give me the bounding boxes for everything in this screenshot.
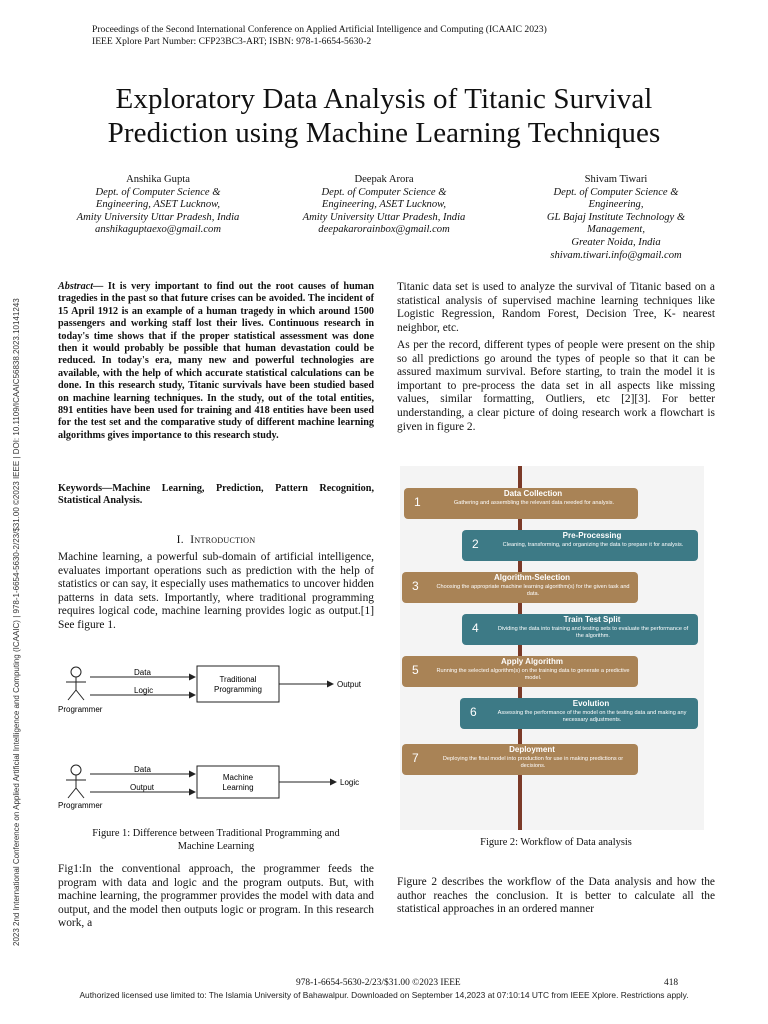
box-label: Machine <box>222 773 254 782</box>
step-number: 2 <box>472 537 479 551</box>
step-title: Deployment <box>509 745 555 754</box>
step-title: Apply Algorithm <box>501 657 563 666</box>
box-label: Learning <box>222 783 254 792</box>
section-title: Introduction <box>190 534 256 546</box>
workflow-step-3 <box>402 572 638 603</box>
right-paragraph-3: Figure 2 describes the workflow of the Data analysis and how the author reaches the conclusion. It is better to calculate all the statistical approaches in an ordered manner <box>397 876 715 916</box>
authorized-use-notice: Authorized licensed use limited to: The Islamia University of Bahawalpur. Downloaded on September 14,2023 at 07:10:14 UTC from IEEE Xplore. Restrictions apply. <box>79 990 689 1000</box>
author-2 <box>284 174 484 237</box>
fig1-top-input-data: Data <box>134 668 151 677</box>
figure-1 <box>54 662 374 822</box>
section-heading-introduction <box>58 534 374 548</box>
author-affiliation: Engineering, ASET Lucknow, <box>321 199 447 211</box>
workflow-step-6 <box>460 698 698 729</box>
author-name: Anshika Gupta <box>126 174 190 185</box>
fig1-top-input-logic: Logic <box>134 686 154 695</box>
author-affiliation: GL Bajaj Institute Technology & <box>546 211 686 223</box>
fig1-bottom-output: Logic <box>340 778 360 787</box>
author-1 <box>58 174 258 237</box>
step-description: Deploying the final model into production for use in making predictions or decisions. <box>442 756 624 769</box>
step-number: 7 <box>412 751 419 765</box>
box-label: Programming <box>213 685 263 694</box>
fig1-bottom-input-data: Data <box>134 765 151 774</box>
footer-copyright: 978-1-6654-5630-2/23/$31.00 ©2023 IEEE <box>296 978 461 988</box>
caption-line: Figure 1: Difference between Traditional Programming and <box>92 828 340 839</box>
author-affiliation: Dept. of Computer Science & <box>553 186 679 198</box>
intro-paragraph: Machine learning, a powerful sub-domain of artificial intelligence, evaluates important operations such as prediction with the help of statistics or can say, it especially uses mathematics to uncover hidden patterns in data sets. Importantly, where traditional programming requires logical code, machine learning provides logic as output.[1] See figure 1. <box>58 551 374 631</box>
step-number: 5 <box>412 663 419 677</box>
right-paragraph-2: As per the record, different types of people were present on the ship so all predictions go around the types of people so that it can be assured maximum survival. Before starting, to train the model it is important to pre-process the data set in all aspects like missing values, similar formatting, Outliers, etc [2][3]. For better understanding, a clear picture of doing research work a flowchart is given in figure 2. <box>397 339 715 433</box>
step-description: Choosing the appropriate machine learning algorithm(s) for the given task and data. <box>436 584 630 597</box>
box-label: Traditional <box>219 675 257 684</box>
author-3 <box>516 174 716 262</box>
proceedings-line: Proceedings of the Second International Conference on Applied Artificial Intelligence and Computing (ICAAIC 2023) <box>92 24 547 35</box>
title-line-1: Exploratory Data Analysis of Titanic Survival <box>115 83 653 115</box>
step-title: Pre-Processing <box>562 531 622 540</box>
title-line-2: Prediction using Machine Learning Techniques <box>107 117 661 149</box>
author-name: Deepak Arora <box>354 174 414 185</box>
figure-1-paragraph: Fig1:In the conventional approach, the programmer feeds the program with data and logic and the program outputs. But, with machine learning, the programmer provides the model with data and output, and the model then outputs logic or program. In this research work, a <box>58 863 374 930</box>
step-title: Algorithm-Selection <box>493 573 570 582</box>
author-email: anshikaguptaexo@gmail.com <box>95 224 221 236</box>
author-affiliation: Engineering, <box>588 199 644 211</box>
page-number: 418 <box>664 978 679 988</box>
author-affiliation: Greater Noida, India <box>571 236 661 248</box>
abstract-label: Abstract— <box>58 281 104 292</box>
step-description: Cleaning, transforming, and organizing the data to prepare it for analysis. <box>502 542 684 548</box>
ieee-part-number: IEEE Xplore Part Number: CFP23BC3-ART; ISBN: 978-1-6654-5630-2 <box>92 36 372 47</box>
section-number: I. <box>176 534 184 546</box>
figure-1-diagram <box>54 662 374 822</box>
fig1-top-output: Output <box>337 680 362 689</box>
author-affiliation: Engineering, ASET Lucknow, <box>95 199 221 211</box>
abstract-text: It is very important to find out the root causes of human tragedies in the past so that future crises can be avoided. The incident of 15 April 1912 is an example of a human tragedy in which around 1500 passengers and working staff lost their lives. Continuous research in today's time shows that if the proper statistical assessment was done then it would probably be possible that human devastation could be reduced. In today's era, many new and powerful technologies are available, with the help of which accurate statistical calculations can be done. In this research study, Titanic survivals have been studied based on machine learning techniques. In the study, out of the total entities, 891 entities have been used for training and 418 entities have been used for the test set and the comparative study of different machine learning algorithms gives importance to this research study. <box>58 281 374 441</box>
programmer-label: Programmer <box>58 801 103 810</box>
workflow-step-5 <box>402 656 638 687</box>
step-description: Assessing the performance of the model on the testing data and making any necessary adjustments. <box>497 710 687 723</box>
author-affiliation: Dept. of Computer Science & <box>321 186 447 198</box>
paper-title <box>40 82 728 150</box>
step-number: 6 <box>470 705 477 719</box>
step-description: Dividing the data into training and testing sets to evaluate the performance of the algorithm. <box>497 626 689 639</box>
author-affiliation: Dept. of Computer Science & <box>95 186 221 198</box>
author-affiliation: Amity University Uttar Pradesh, India <box>302 211 466 223</box>
programmer-icon <box>66 667 86 700</box>
workflow-step-2 <box>462 530 698 561</box>
programmer-icon <box>66 765 86 798</box>
side-doi-notice: 2023 2nd International Conference on Applied Artificial Intelligence and Computing (ICAAIC) | 978-1-6654-5630-2/23/$31.00 ©2023 IEEE | DOI: 10.1109/ICAAIC56838.2023.10141243 <box>12 298 21 946</box>
programmer-label: Programmer <box>58 705 103 714</box>
traditional-programming-box <box>197 666 279 702</box>
step-description: Running the selected algorithm(s) on the training data to generate a predictive model. <box>436 668 630 681</box>
step-number: 3 <box>412 579 419 593</box>
step-number: 4 <box>472 621 479 635</box>
right-paragraph-1: Titanic data set is used to analyze the survival of Titanic based on a statistical analysis of supervised machine learning techniques like Logistic Regression, Random Forest, Decision Tree, K- nearest neighbor, etc. <box>397 281 715 334</box>
step-title: Evolution <box>572 699 610 708</box>
step-title: Train Test Split <box>563 615 621 624</box>
author-email: shivam.tiwari.info@gmail.com <box>550 249 682 261</box>
author-affiliation: Management, <box>587 224 645 236</box>
step-title: Data Collection <box>503 489 563 498</box>
author-affiliation: Amity University Uttar Pradesh, India <box>76 211 240 223</box>
keywords: Keywords—Machine Learning, Prediction, Pattern Recognition, Statistical Analysis. <box>58 483 374 507</box>
author-name: Shivam Tiwari <box>584 174 648 185</box>
caption-line: Machine Learning <box>177 840 255 852</box>
author-email: deepakarorainbox@gmail.com <box>318 224 450 236</box>
workflow-step-7 <box>402 744 638 775</box>
workflow-step-4 <box>462 614 698 645</box>
figure-2-workflow <box>400 466 704 830</box>
abstract <box>58 281 374 442</box>
step-number: 1 <box>414 495 421 509</box>
fig1-bottom-input-output: Output <box>130 783 155 792</box>
workflow-spine <box>518 466 522 830</box>
workflow-step-1 <box>404 488 638 519</box>
machine-learning-box <box>197 766 279 798</box>
figure-1-caption <box>58 828 374 853</box>
step-description: Gathering and assembling the relevant data needed for analysis. <box>453 500 615 506</box>
figure-2-caption: Figure 2: Workflow of Data analysis <box>480 837 632 848</box>
